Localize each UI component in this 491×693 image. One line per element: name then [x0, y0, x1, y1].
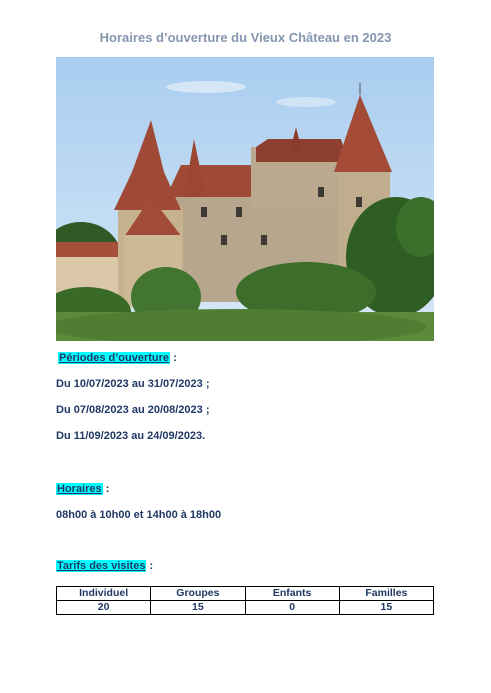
header-familles: Familles [339, 587, 433, 601]
header-enfants: Enfants [245, 587, 339, 601]
period-line-3: Du 11/09/2023 au 24/09/2023. [56, 430, 206, 442]
hours-text: 08h00 à 10h00 et 14h00 à 18h00 [56, 509, 222, 521]
castle-photo [56, 57, 434, 341]
prices-value-row [57, 601, 434, 615]
prices-table [56, 586, 434, 615]
hours-heading [56, 483, 109, 495]
header-individuel: Individuel [57, 587, 151, 601]
prices-label: Tarifs des visites [57, 560, 146, 572]
value-individuel: 20 [57, 601, 151, 615]
periods-label: Périodes d’ouverture [59, 352, 170, 364]
period-line-1: Du 10/07/2023 au 31/07/2023 ; [56, 378, 210, 390]
header-groupes: Groupes [151, 587, 245, 601]
periods-heading [58, 352, 177, 364]
page-title: Horaires d’ouverture du Vieux Château en 2023 [99, 30, 392, 45]
prices-header-row [57, 587, 434, 601]
hours-label: Horaires [57, 483, 102, 495]
periods-suffix: : [170, 352, 177, 364]
value-familles: 15 [339, 601, 433, 615]
prices-suffix: : [146, 560, 154, 572]
value-groupes: 15 [151, 601, 245, 615]
hours-suffix: : [102, 483, 110, 495]
value-enfants: 0 [245, 601, 339, 615]
period-line-2: Du 07/08/2023 au 20/08/2023 ; [56, 404, 210, 416]
prices-heading [56, 560, 153, 572]
